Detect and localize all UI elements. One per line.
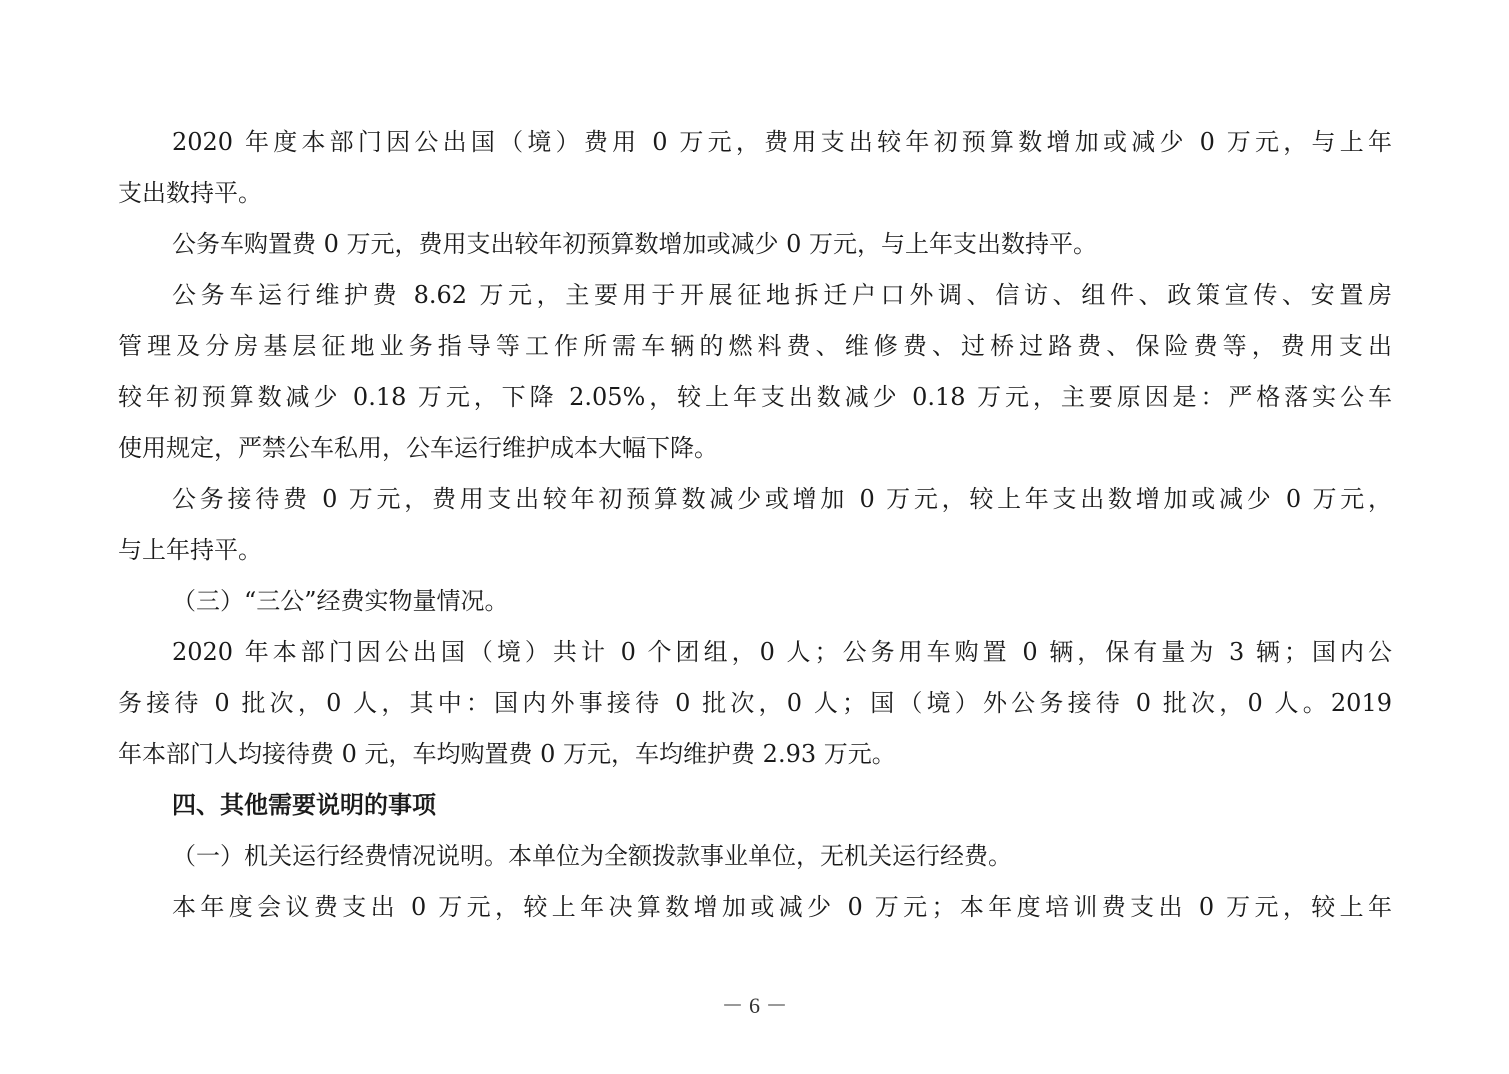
- para-operating-expenses: （一）机关运行经费情况说明。本单位为全额拨款事业单位，无机关运行经费。: [172, 842, 1012, 870]
- para-vehicle-maintenance-line-4: 使用规定，严禁公车私用，公车运行维护成本大幅下降。: [118, 434, 718, 462]
- para-reception-line-2: 与上年持平。: [118, 536, 262, 564]
- para-reception-line-1: 公务接待费 0 万元，费用支出较年初预算数减少或增加 0 万元，较上年支出数增加或减少 0 万元，: [172, 485, 1392, 513]
- para-vehicle-maintenance-line-2: 管理及分房基层征地业务指导等工作所需车辆的燃料费、维修费、过桥过路费、保险费等，费用支出: [118, 332, 1392, 360]
- para-vehicle-purchase: 公务车购置费 0 万元，费用支出较年初预算数增加或减少 0 万元，与上年支出数持平。: [172, 230, 1098, 258]
- page-number: － 6 －: [721, 993, 788, 1018]
- para-overseas-line-1: 2020 年度本部门因公出国（境）费用 0 万元，费用支出较年初预算数增加或减少 0 万元，与上年: [172, 128, 1392, 156]
- para-vehicle-maintenance-line-1: 公务车运行维护费 8.62 万元，主要用于开展征地拆迁户口外调、信访、组件、政策宣传、安置房: [172, 281, 1392, 309]
- para-vehicle-maintenance-line-3: 较年初预算数减少 0.18 万元，下降 2.05%，较上年支出数减少 0.18 万元，主要原因是：严格落实公车: [118, 383, 1392, 411]
- para-quantity-line-3: 年本部门人均接待费 0 元，车均购置费 0 万元，车均维护费 2.93 万元。: [118, 740, 896, 768]
- section-heading-other-matters: 四、其他需要说明的事项: [172, 791, 436, 819]
- para-meeting-training-line-1: 本年度会议费支出 0 万元，较上年决算数增加或减少 0 万元；本年度培训费支出 0 万元，较上年: [172, 893, 1392, 921]
- section-heading-physical-quantity: （三）“三公”经费实物量情况。: [172, 587, 509, 615]
- para-quantity-line-1: 2020 年本部门因公出国（境）共计 0 个团组，0 人；公务用车购置 0 辆，保有量为 3 辆；国内公: [172, 638, 1392, 666]
- para-quantity-line-2: 务接待 0 批次，0 人，其中：国内外事接待 0 批次，0 人；国（境）外公务接待 0 批次，0 人。2019: [118, 689, 1392, 717]
- para-overseas-line-2: 支出数持平。: [118, 179, 262, 207]
